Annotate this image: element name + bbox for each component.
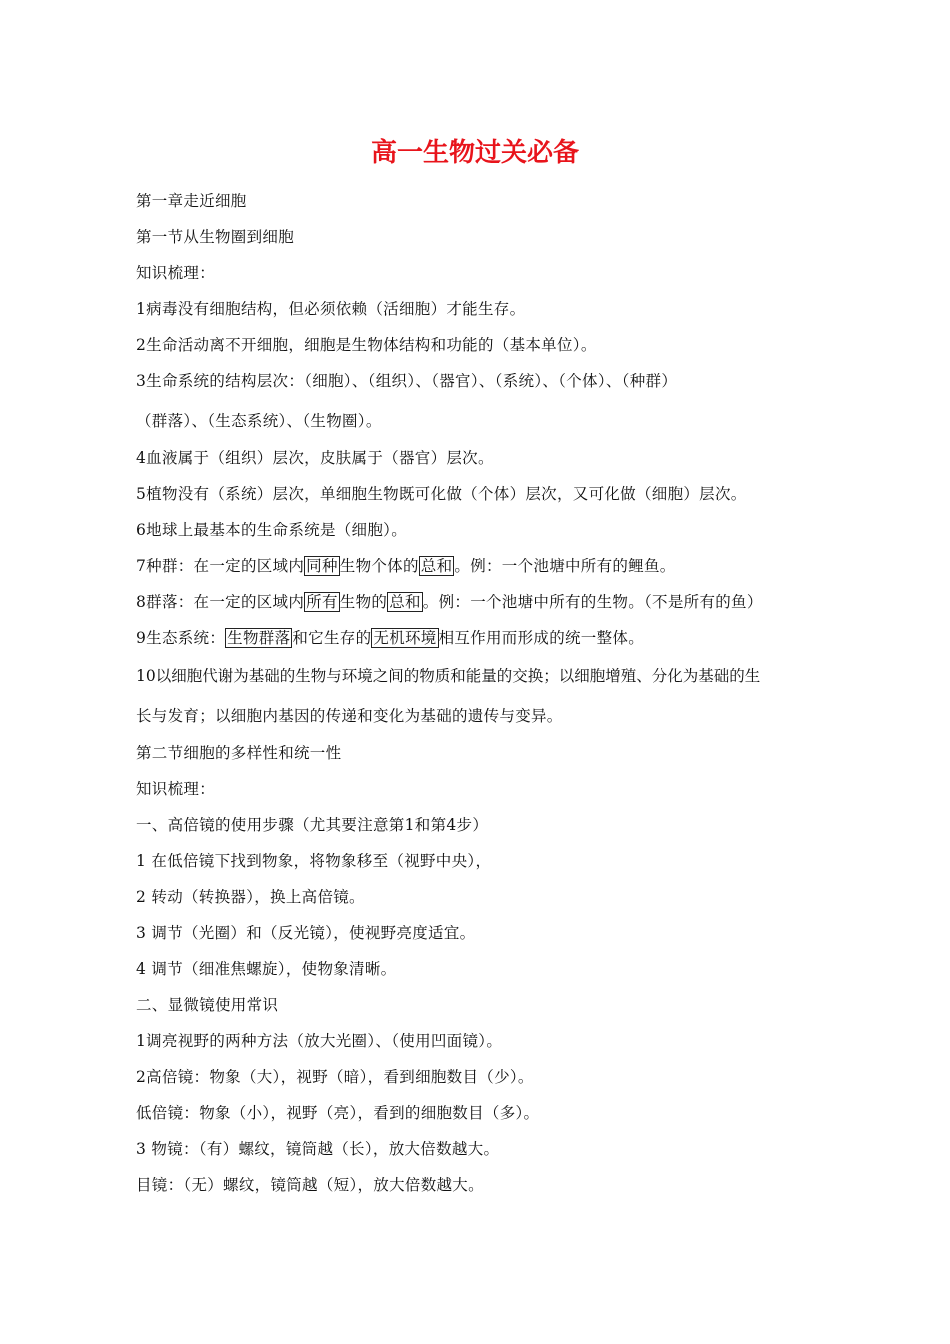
text-line-community: [136, 591, 763, 613]
text-line: 低倍镜：物象（小），视野（亮），看到的细胞数目（多）。: [136, 1104, 540, 1122]
text-segment: 生物的: [339, 593, 388, 611]
text-line: 2生命活动离不开细胞，细胞是生物体结构和功能的（基本单位）。: [136, 336, 597, 354]
text-line: 3 调节（光圈）和（反光镜），使视野亮度适宜。: [136, 924, 476, 942]
text-line: 10以细胞代谢为基础的生物与环境之间的物质和能量的交换；以细胞增殖、分化为基础的生: [136, 667, 761, 685]
boxed-term: 所有: [306, 593, 338, 611]
text-line: 目镜：（无）螺纹，镜筒越（短），放大倍数越大。: [136, 1176, 484, 1194]
text-line: 1 在低倍镜下找到物象，将物象移至（视野中央），: [136, 852, 492, 870]
subsection-heading: 一、高倍镜的使用步骤（尤其要注意第1和第4步）: [136, 816, 489, 834]
text-segment: 生物个体的: [339, 557, 419, 575]
text-line: 2 转动（转换器），换上高倍镜。: [136, 888, 365, 906]
text-line: 6地球上最基本的生命系统是（细胞）。: [136, 521, 408, 539]
text-line: 1调亮视野的两种方法（放大光圈）、（使用凹面镜）。: [136, 1032, 503, 1050]
boxed-term: 同种: [306, 557, 338, 575]
text-line: （群落）、（生态系统）、（生物圈）。: [136, 412, 382, 430]
boxed-term: 总和: [389, 593, 421, 611]
text-line-ecosystem: [136, 627, 644, 649]
text-line: 5植物没有（系统）层次，单细胞生物既可化做（个体）层次，又可化做（细胞）层次。: [136, 485, 747, 503]
knowledge-label: 知识梳理：: [136, 264, 216, 282]
boxed-term: 无机环境: [373, 629, 437, 647]
text-segment: 。例：一个池塘中所有的鲤鱼。: [454, 557, 676, 575]
text-line: 2高倍镜：物象（大），视野（暗），看到细胞数目（少）。: [136, 1068, 534, 1086]
knowledge-label: 知识梳理：: [136, 780, 216, 798]
subsection-heading: 二、显微镜使用常识: [136, 996, 279, 1014]
text-segment: 7种群：在一定的区域内: [136, 557, 305, 575]
section-heading: 第一节从生物圈到细胞: [136, 228, 295, 246]
section-heading: 第二节细胞的多样性和统一性: [136, 744, 342, 762]
text-line-population: [136, 555, 676, 577]
chapter-heading: 第一章走近细胞: [136, 192, 247, 210]
text-segment: 8群落：在一定的区域内: [136, 593, 305, 611]
text-segment: 9生态系统：: [136, 629, 226, 647]
page-title: 高一生物过关必备: [370, 138, 579, 168]
boxed-term: 生物群落: [227, 629, 291, 647]
text-segment: 和它生存的: [292, 629, 372, 647]
boxed-term: 总和: [420, 557, 453, 575]
text-line: 4 调节（细准焦螺旋），使物象清晰。: [136, 960, 397, 978]
text-segment: 。例：一个池塘中所有的生物。（不是所有的鱼）: [422, 593, 763, 611]
text-line: 4血液属于（组织）层次，皮肤属于（器官）层次。: [136, 449, 494, 467]
text-line: 1病毒没有细胞结构，但必须依赖（活细胞）才能生存。: [136, 300, 526, 318]
text-line: 3 物镜：（有）螺纹，镜筒越（长），放大倍数越大。: [136, 1140, 500, 1158]
text-line: 3生命系统的结构层次：（细胞）、（组织）、（器官）、（系统）、（个体）、（种群）: [136, 372, 678, 390]
text-segment: 相互作用而形成的统一整体。: [438, 629, 644, 647]
text-line: 长与发育；以细胞内基因的传递和变化为基础的遗传与变异。: [136, 707, 563, 725]
